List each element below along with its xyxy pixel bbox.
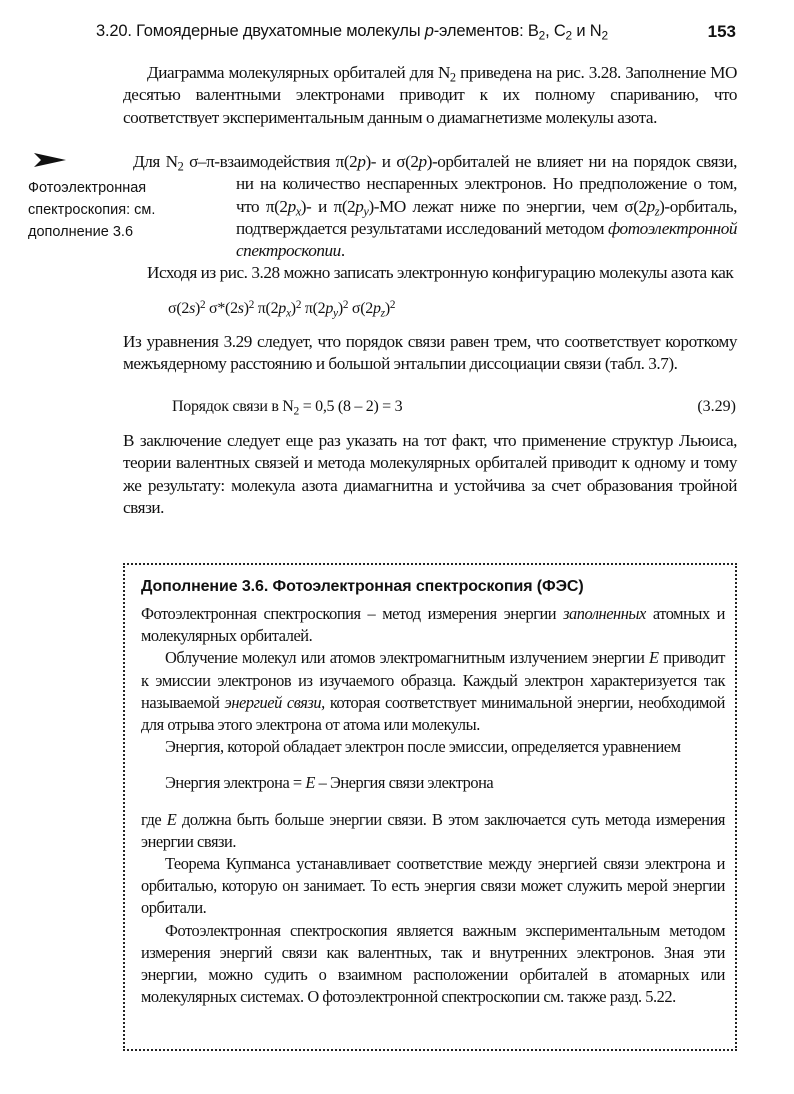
supplement-paragraph: Энергия, которой обладает электрон после эмиссии, определяется уравнением: [165, 737, 681, 757]
paragraph-conclusion: В заключение следует еще раз указать на тот факт, что применение структур Льюиса, теории валентных связей и метода молекулярных орбиталей приводит к одному и тому же результату: молекула азота диамагнитна и устойчива за счет образования тройной связи.: [123, 431, 737, 517]
supplement-paragraph: где E должна быть больше энергии связи. В этом заключается суть метода измерения энергии связи.: [141, 809, 725, 851]
term-photoelectron-spectroscopy: фотоэлектронной спектроскопии: [236, 218, 737, 261]
supplement-paragraph: Фотоэлектронная спектроскопия – метод измерения энергии заполненных атомных и молекулярных орбиталей.: [141, 604, 725, 646]
paragraph-bond-order: Из уравнения 3.29 следует, что порядок связи равен трем, что соответствует короткому межъядерному расстоянию и большой энтальпии диссоциации связи (табл. 3.7).: [123, 332, 737, 374]
supplement-title: Дополнение 3.6. Фотоэлектронная спектроскопия (ФЭС): [141, 578, 584, 595]
page-number: 153: [707, 22, 736, 41]
paragraph-sigma-pi: Для $N_2$ σ–π-взаимодействия π(2p)- и σ(2p)-орбиталей не влияет ни на порядок связи, ни на количество неспаренных электронов. Но предположение о том, что $\pi(2p_x)-$ и $\pi(2p_y)-МО$ лежат ниже по энергии, чем $\sigma(2p_z)$-орбиталь, подтверждается результатами исследований методом фотоэлектронной спектроскопии.: [133, 152, 737, 261]
running-head: [96, 22, 736, 46]
supplement-box: [123, 563, 737, 1051]
equation-bond-order: Порядок связи в $N_2 = 0,5$ (8 – 2) = 3: [172, 398, 403, 418]
supplement-paragraph: Облучение молекул или атомов электромагнитным излучением энергии E приводит к эмиссии электронов из изучаемого образца. Каждый электрон характеризуется так называемой энергией связи, которая соответствует минимальной энергии, необходимой для отрыва этого электрона от атома или молекулы.: [141, 648, 725, 735]
paragraph-configuration-intro: Исходя из рис. 3.28 можно записать электронную конфигурацию молекулы азота как: [147, 263, 734, 282]
supplement-paragraph: Фотоэлектронная спектроскопия является важным экспериментальным методом измерения энергий связи как валентных, так и внутренних электронов. Зная эти энергии, можно судить о взаимном расположении орбиталей в атомарных или молекулярных системах. О фотоэлектронной спектроскопии см. также разд. 5.22.: [141, 920, 725, 1007]
supplement-body: [141, 603, 725, 1008]
electron-energy-formula: Энергия электрона = E – Энергия связи электрона: [165, 773, 494, 793]
margin-note: Фотоэлектронная спектроскопия: см. дополнение 3.6: [28, 180, 156, 240]
electron-configuration-formula: $\sigma(2s)^2$ $\sigma*(2s)^2$ $\pi(2p_x)^2$ $\pi(2p_y)^2$ $\sigma(2p_z)^2$: [168, 298, 396, 320]
chapter-section-title: 3.20. Гомоядерные двухатомные молекулы p-элементов: $B_2$, $C_2$ и $N_2$: [96, 22, 608, 43]
supplement-paragraph: Теорема Купманса устанавливает соответствие между энергией связи электрона и орбиталью, которую он занимает. То есть энергия связи может служить мерой энергии орбитали.: [141, 854, 725, 918]
equation-number: (3.29): [697, 398, 736, 415]
arrow-right-icon: [30, 150, 70, 170]
paragraph-mo-diagram: Диаграмма молекулярных орбиталей для $N_2$ приведена на рис. 3.28. Заполнение МО десятью валентными электронами приводит к их полному спариванию, что соответствует экспериментальным данным о диамагнетизме молекулы азота.: [123, 63, 737, 127]
